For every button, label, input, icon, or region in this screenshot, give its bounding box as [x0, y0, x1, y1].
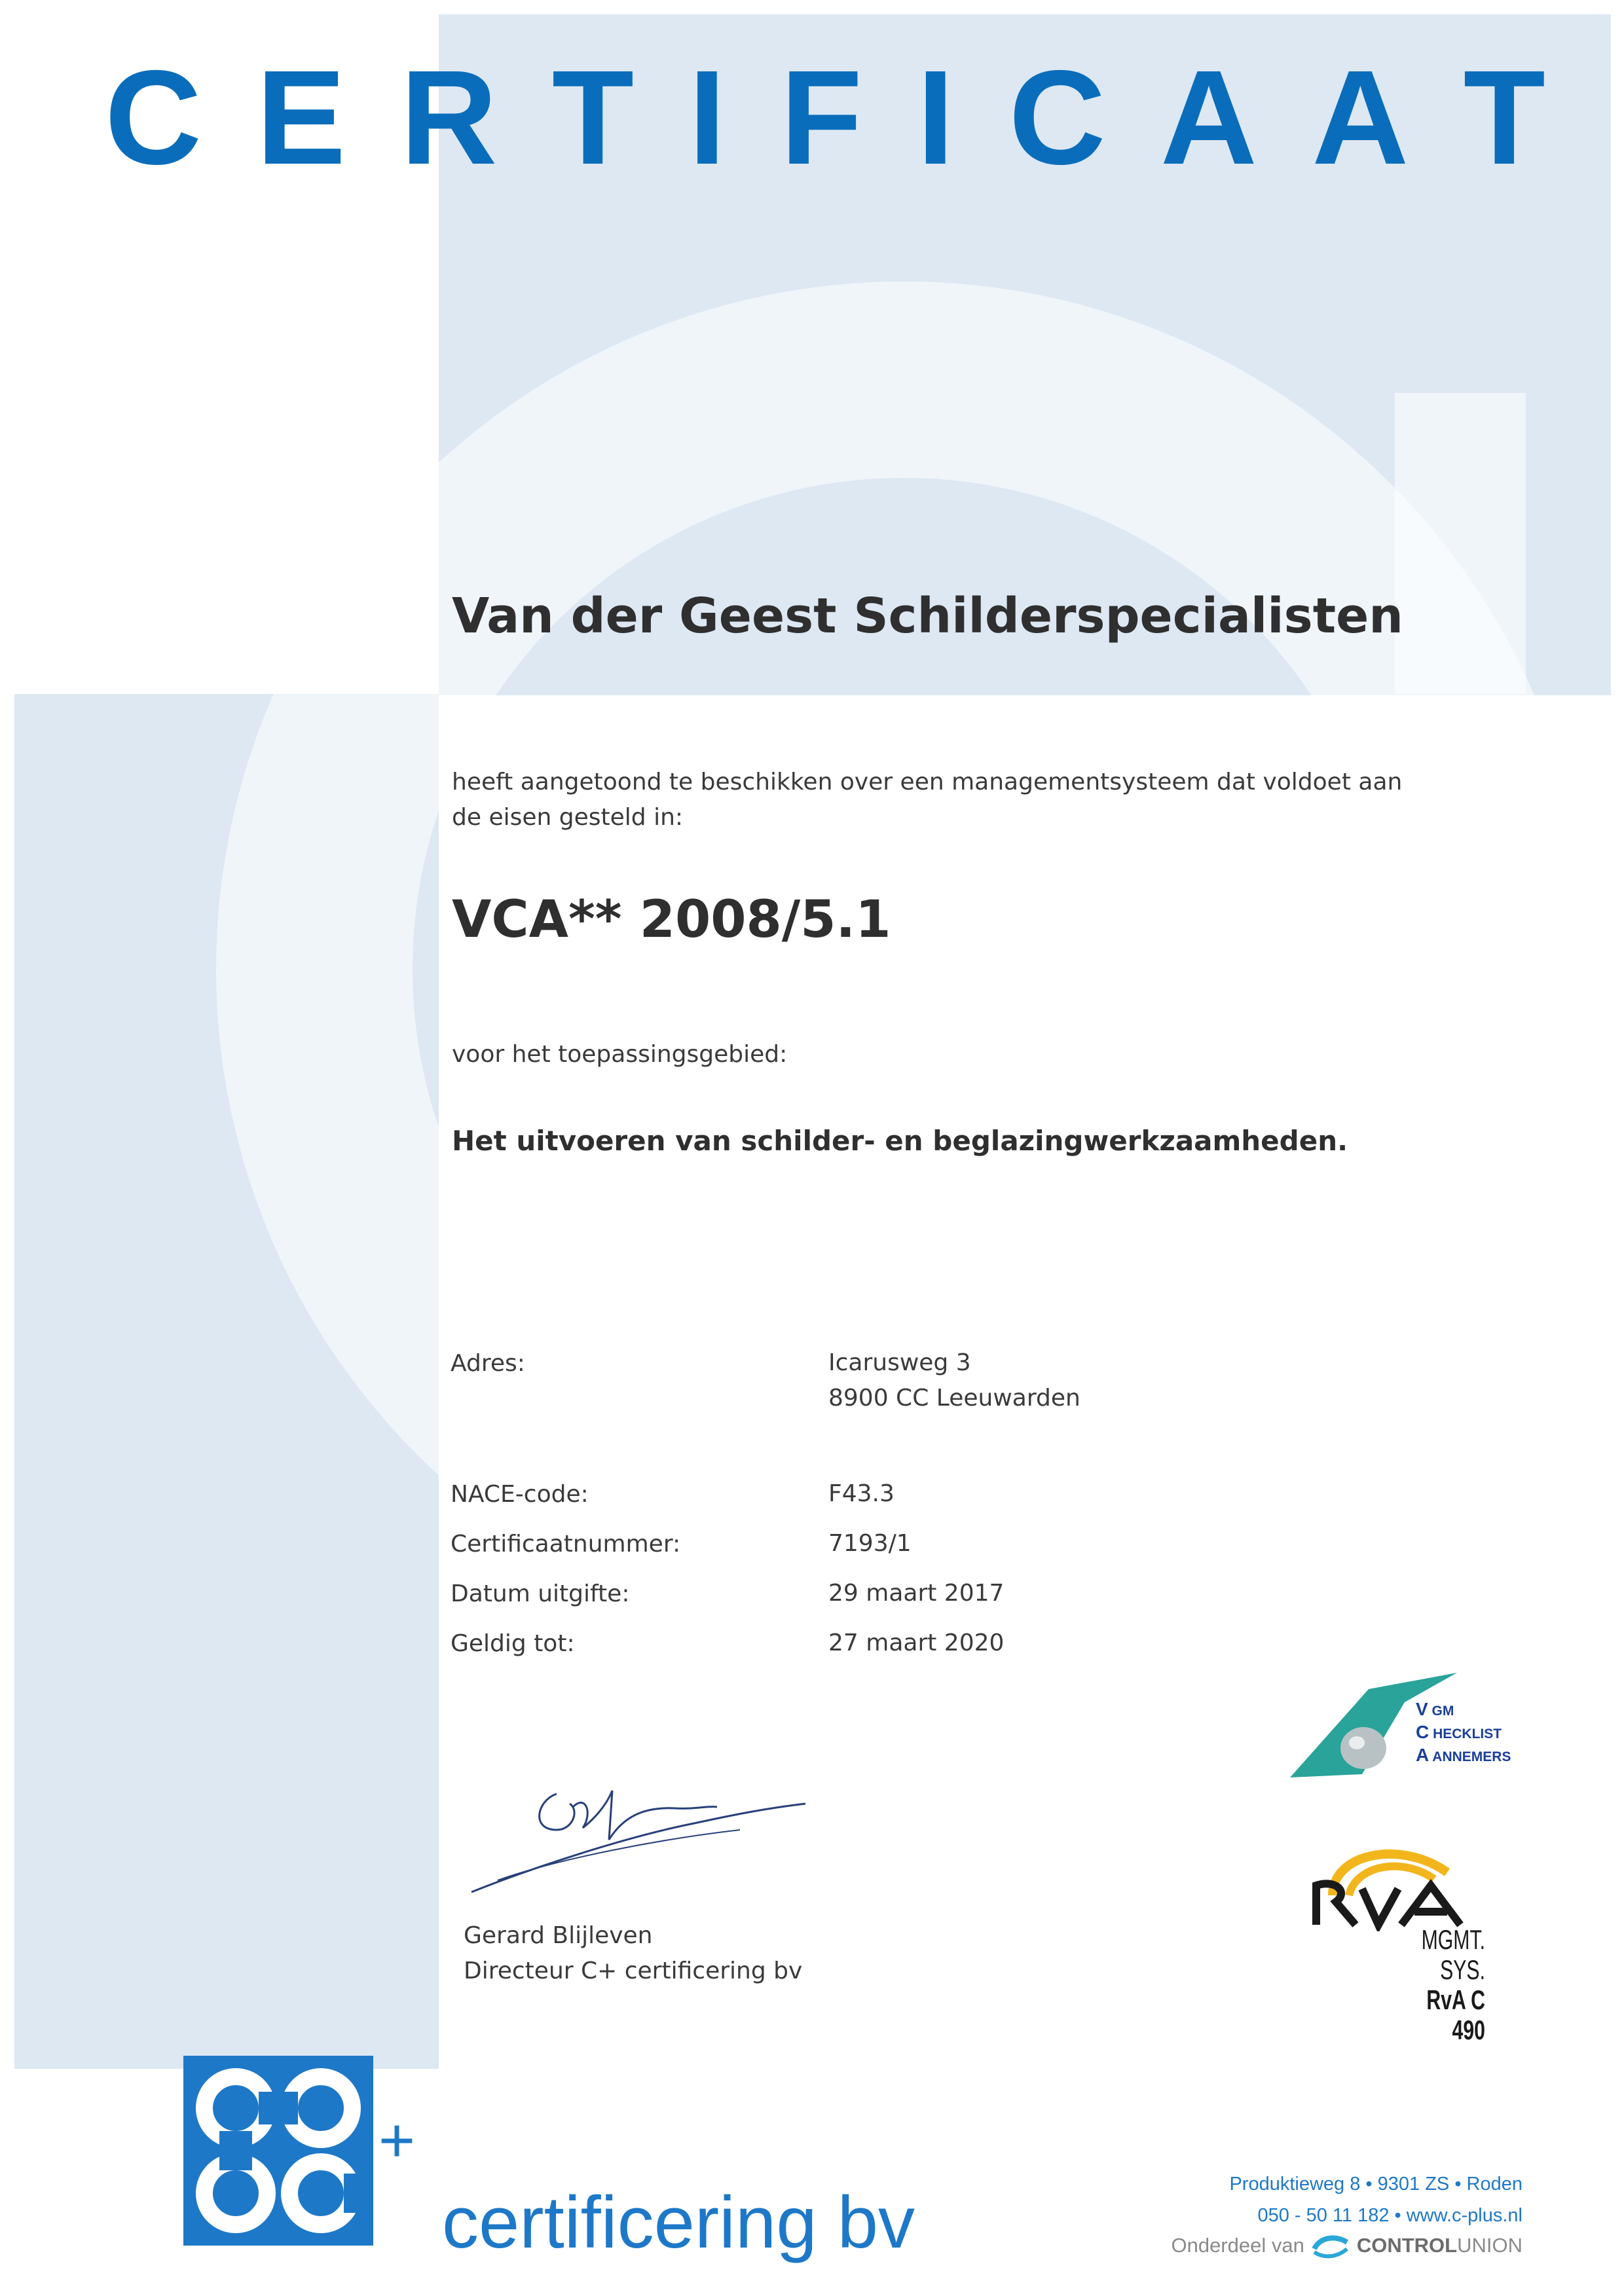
title-letter: I — [688, 43, 726, 192]
rva-logo-text — [1400, 1925, 1485, 2045]
vca-line — [1416, 1745, 1511, 1768]
nace-value: F43.3 — [828, 1480, 895, 1507]
title-letter: F — [780, 43, 862, 192]
vca-rest: GM — [1431, 1704, 1454, 1719]
valid-until-value: 27 maart 2020 — [828, 1630, 1005, 1656]
vca-initial: V — [1416, 1699, 1428, 1719]
valid-until-label: Geldig tot: — [451, 1630, 575, 1657]
footer-address — [1229, 2168, 1522, 2231]
signature-image — [458, 1768, 825, 1905]
vca-rest: ANNEMERS — [1432, 1749, 1511, 1764]
nace-label: NACE-code: — [451, 1481, 589, 1508]
control-union-bold: CONTROL — [1356, 2234, 1458, 2257]
vca-logo-text — [1416, 1699, 1511, 1768]
control-union-logo-icon — [1311, 2232, 1350, 2259]
title-letter: C — [1008, 43, 1106, 192]
signatory-block — [464, 1918, 802, 1989]
title-letter: A — [1160, 43, 1257, 192]
footer-address-line: Produktieweg 8 • 9301 ZS • Roden — [1229, 2174, 1522, 2195]
issue-date-label: Datum uitgifte: — [451, 1580, 630, 1607]
control-union-light: UNION — [1457, 2234, 1522, 2257]
vca-line — [1416, 1722, 1511, 1745]
title-letter: T — [1463, 43, 1545, 192]
rva-line2: RvA C 490 — [1426, 1984, 1485, 2045]
signatory-title: Directeur C+ certificering bv — [464, 1958, 803, 1984]
title-letter: C — [105, 43, 202, 192]
address-label: Adres: — [451, 1350, 525, 1377]
vca-initial: A — [1416, 1745, 1430, 1765]
issue-date-value: 29 maart 2017 — [828, 1580, 1005, 1607]
scope-label: voor het toepassingsgebied: — [452, 1041, 788, 1068]
standard-name: VCA** 2008/5.1 — [452, 890, 891, 949]
certificate-title — [105, 43, 1545, 192]
vca-rest: HECKLIST — [1433, 1726, 1502, 1741]
company-name: Van der Geest Schilderspecialisten — [452, 588, 1403, 644]
rva-line1: MGMT. SYS. — [1421, 1924, 1485, 1985]
title-letter: I — [917, 43, 955, 192]
footer-part-of-label: Onderdeel van — [1171, 2234, 1304, 2257]
cplus-plus-sign: + — [378, 2105, 416, 2176]
certificate-number-label: Certificaatnummer: — [451, 1531, 681, 1558]
title-letter: R — [400, 43, 498, 192]
title-letter: T — [551, 43, 635, 192]
rva-logo-icon — [1310, 1833, 1493, 1931]
title-letter: A — [1312, 43, 1409, 192]
vca-initial: C — [1416, 1722, 1430, 1742]
address-line2: 8900 CC Leeuwarden — [828, 1385, 1080, 1412]
address-line1: Icarusweg 3 — [828, 1349, 971, 1376]
title-letter: E — [256, 43, 346, 192]
cplus-brand-name: certificering bv — [442, 2181, 915, 2263]
signatory-name: Gerard Blijleven — [464, 1922, 653, 1949]
vca-line — [1416, 1699, 1511, 1722]
certificate-number-value: 7193/1 — [828, 1530, 912, 1557]
footer-contact-line: 050 - 50 11 182 • www.c-plus.nl — [1257, 2205, 1522, 2226]
scope-text: Het uitvoeren van schilder- en beglazingwerkzaamheden. — [452, 1125, 1348, 1157]
footer-parent-company — [1171, 2232, 1522, 2259]
intro-text: heeft aangetoond te beschikken over een managementsysteem dat voldoet aan de eisen gesteld in: — [452, 769, 1403, 831]
cplus-logo-icon — [183, 2056, 373, 2246]
